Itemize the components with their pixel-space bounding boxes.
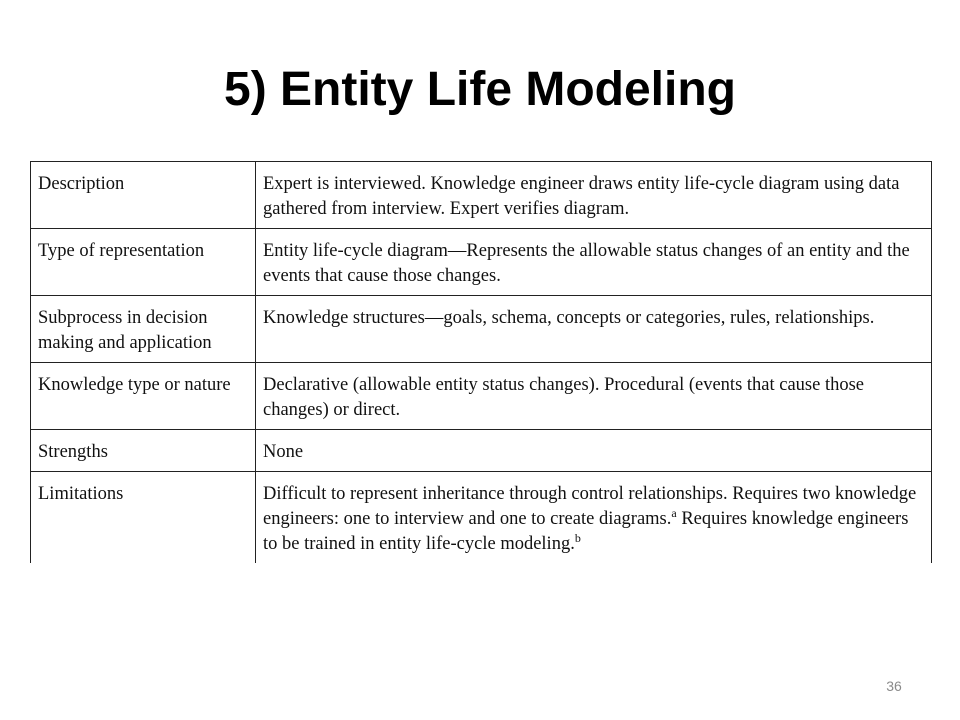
row-value: [256, 472, 932, 564]
table-row-knowledge-type: [31, 363, 932, 430]
footnote-b: b: [574, 530, 581, 545]
row-value: None: [256, 430, 932, 472]
table-row-subprocess: [31, 296, 932, 363]
row-label: Limitations: [31, 472, 256, 564]
page-number: 36: [886, 678, 902, 694]
row-value: Entity life-cycle diagram—Represents the allowable status changes of an entity and the events that cause those changes.: [256, 229, 932, 296]
row-label: Description: [31, 162, 256, 229]
table-row-type-of-representation: [31, 229, 932, 296]
row-value: Declarative (allowable entity status changes). Procedural (events that cause those changes) or direct.: [256, 363, 932, 430]
row-label: Knowledge type or nature: [31, 363, 256, 430]
entity-life-modeling-table: [30, 161, 932, 563]
table-row-description: [31, 162, 932, 229]
row-value: Knowledge structures—goals, schema, concepts or categories, rules, relationships.: [256, 296, 932, 363]
limitations-text-part1: Difficult to represent inheritance through control relationships. Requires two knowledge engineers: one to interview and one to create diagrams.: [263, 484, 917, 529]
limitations-text-part2: Requires knowledge engineers to be trained in entity life-cycle modeling.: [263, 509, 909, 554]
row-label: Type of representation: [31, 229, 256, 296]
slide-title: 5) Entity Life Modeling: [224, 63, 736, 116]
footnote-a: a: [671, 505, 677, 520]
table-row-limitations: [31, 472, 932, 564]
table-row-strengths: [31, 430, 932, 472]
row-label: Subprocess in decision making and application: [31, 296, 256, 363]
row-value: Expert is interviewed. Knowledge engineer draws entity life-cycle diagram using data gathered from interview. Expert verifies diagram.: [256, 162, 932, 229]
row-label: Strengths: [31, 430, 256, 472]
